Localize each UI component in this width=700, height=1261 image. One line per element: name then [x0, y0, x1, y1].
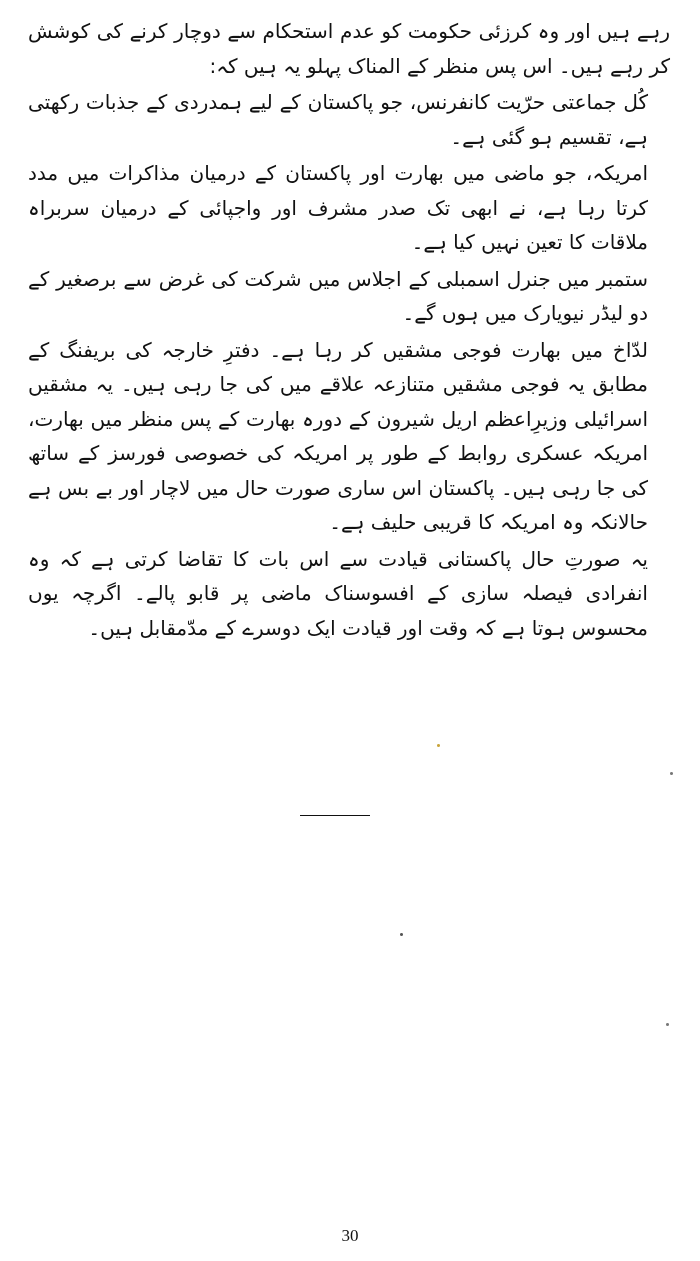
paragraph-conclusion: یہ صورتِ حال پاکستانی قیادت سے اس بات کا تقاضا کرتی ہے کہ وہ انفرادی فیصلہ سازی کے افسوسناک ماضی پر قابو پالے۔ اگرچہ یوں محسوس ہوتا ہے کہ وقت اور قیادت ایک دوسرے کے مدّمقابل ہیں۔ [28, 546, 648, 640]
paragraph-ladakh: لدّاخ میں بھارت فوجی مشقیں کر رہا ہے۔ دفترِ خارجہ کی بریفنگ کے مطابق یہ فوجی مشقیں متنازعہ علاقے میں کی جا رہی ہیں۔ یہ مشقیں اسرائیلی وزیرِاعظم اریل شیرون کے دورہ بھارت کے پس منظر میں بھارت، امریکہ عسکری روابط کے طور پر امریکہ کی خصوصی فورسز کے ساتھ کی جا رہی ہیں۔ پاکستان اس ساری صورت حال میں لاچار اور بے بس ہے حالانکہ وہ امریکہ کا قریبی حلیف ہے۔ [28, 337, 648, 534]
scan-speck [666, 1023, 669, 1026]
scan-speck [670, 772, 673, 775]
scan-speck [400, 933, 403, 936]
body-text [28, 14, 670, 647]
paragraph-america: امریکہ، جو ماضی میں بھارت اور پاکستان کے درمیان مذاکرات میں مدد کرتا رہا ہے، نے ابھی تک صدر مشرف اور واجپائی کے درمیان سربراہ ملاقات کا تعین نہیں کیا ہے۔ [28, 161, 648, 254]
paragraph-september: ستمبر میں جنرل اسمبلی کے اجلاس میں شرکت کی غرض سے برصغیر کے دو لیڈر نیویارک میں ہوں گے۔ [28, 266, 648, 325]
paragraph-intro: رہے ہیں اور وہ کرزئی حکومت کو عدم استحکام سے دوچار کرنے کی کوشش کر رہے ہیں۔ اس پس منظر کے المناک پہلو یہ ہیں کہ: [28, 19, 670, 78]
paragraph-hurriyat: کُل جماعتی حرّیت کانفرنس، جو پاکستان کے لیے ہمدردی کے جذبات رکھتی ہے، تقسیم ہو گئی ہے۔ [28, 90, 648, 149]
section-separator [300, 815, 370, 816]
page-number: 30 [341, 1226, 359, 1245]
scan-speck [437, 744, 440, 747]
